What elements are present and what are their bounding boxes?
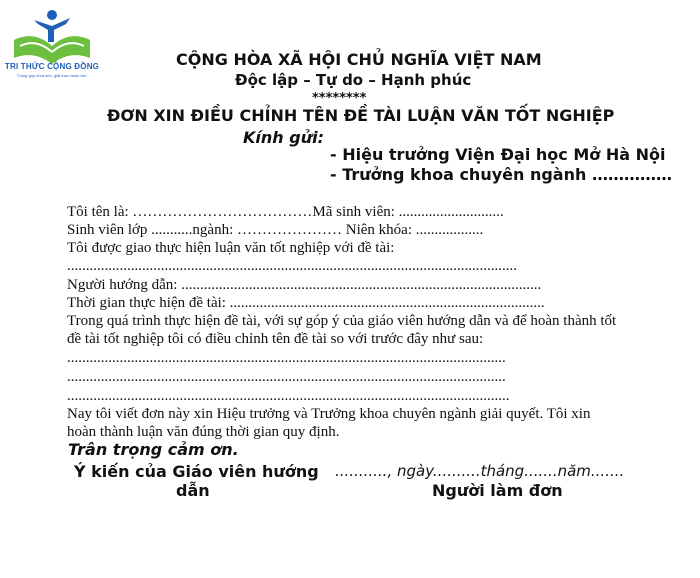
recipient-dean: - Trưởng khoa chuyên ngành …………… xyxy=(330,165,672,184)
country-name: CỘNG HÒA XÃ HỘI CHỦ NGHĨA VIỆT NAM xyxy=(176,50,542,69)
field-name-student-id: Tôi tên là: ………………………………Mã sinh viên: ............................ xyxy=(67,204,504,220)
field-topic-dots: ........................................................................................................................ xyxy=(67,258,517,274)
new-topic-dots-1: ..................................................................................................................... xyxy=(67,350,506,366)
advisor-opinion-label-cont: dẫn xyxy=(176,481,210,500)
document-title: ĐƠN XIN ĐIỀU CHỈNH TÊN ĐỀ TÀI LUẬN VĂN TỐT NGHIỆP xyxy=(107,106,615,125)
field-class-major-year: Sinh viên lớp ...........ngành: ………………… Niên khóa: .................. xyxy=(67,222,484,238)
field-topic-label: Tôi được giao thực hiện luận văn tốt nghiệp với đề tài: xyxy=(67,240,395,256)
request-line-2: hoàn thành luận văn đúng thời gian quy định. xyxy=(67,424,340,440)
applicant-signature-label: Người làm đơn xyxy=(432,481,563,500)
date-line: ..........., ngày..........tháng.......năm....... xyxy=(335,462,625,480)
logo-name: TRI THỨC CỘNG ĐỒNG xyxy=(4,62,100,71)
logo-book-person-icon xyxy=(4,6,100,68)
request-line-1: Nay tôi viết đơn này xin Hiệu trưởng và Trưởng khoa chuyên ngành giải quyết. Tôi xin xyxy=(67,406,591,422)
paragraph-line-1: Trong quá trình thực hiện đề tài, với sự góp ý của giáo viên hướng dẫn và để hoàn thành tốt xyxy=(67,313,617,329)
new-topic-dots-3: ...................................................................................................................... xyxy=(67,388,510,404)
thanks-line: Trân trọng cảm ơn. xyxy=(68,440,239,459)
greeting: Kính gửi: xyxy=(243,128,324,147)
advisor-opinion-label: Ý kiến của Giáo viên hướng xyxy=(74,462,319,481)
new-topic-dots-2: ..................................................................................................................... xyxy=(67,369,506,385)
recipient-principal: - Hiệu trưởng Viện Đại học Mở Hà Nội xyxy=(330,145,666,164)
motto-stars: ******** xyxy=(312,91,367,106)
paragraph-line-2: đề tài tốt nghiệp tôi có điều chỉnh tên đề tài so với trước đây như sau: xyxy=(67,331,484,347)
logo-slogan: "Cùng góp chút sức, giải trọn muôn tồn" xyxy=(16,73,88,78)
field-duration: Thời gian thực hiện đề tài: .................................................................................... xyxy=(67,295,545,311)
field-advisor: Người hướng dẫn: ................................................................................................ xyxy=(67,277,542,293)
national-motto: Độc lập – Tự do – Hạnh phúc xyxy=(235,71,472,89)
